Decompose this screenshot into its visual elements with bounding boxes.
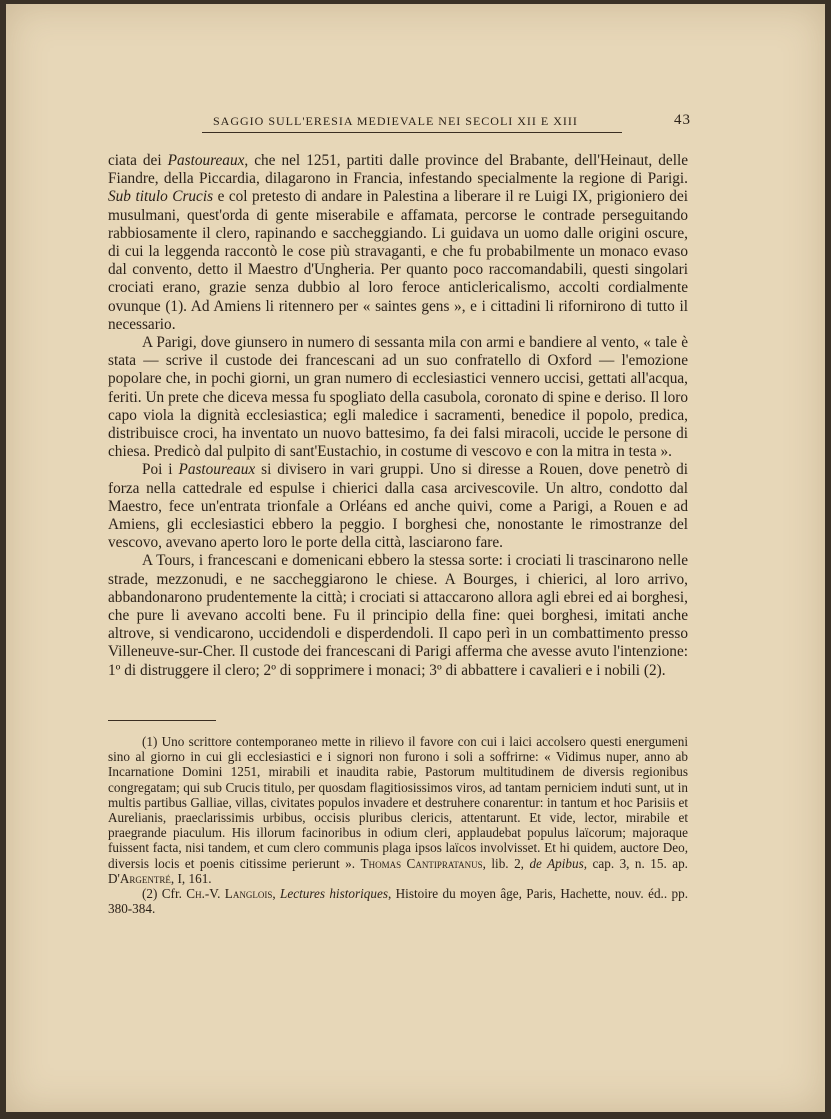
text-run: Poi i: [142, 461, 179, 479]
italic-term: Pastoureaux: [167, 152, 245, 169]
text-run: , che nel 1251, partiti dalle province del Brabante, dell'Heinaut, delle Fiandre, della Piccardia, dilagarono in Francia, infestando specialmente la regione di Parigi.: [108, 152, 688, 188]
text-run: , I, 161.: [170, 870, 212, 886]
text-run: (1) Uno scrittore contemporaneo mette in rilievo il favore con cui i laici accolsero questi energumeni sino al giorno in cui gli ecclesiastici e i signori non furono i soli a soffrirne: « Vidimus nuper, anno ab Incarnatione Domini 1251, mirabili et inaudita rabie, Pastorum multitudinem de diversis regionibus congregatam; qui sub Crucis titulo, per quosdam flagitiosissimos viros, ad tantam perniciem induti sunt, ut in multis partibus Galliae, villas, civitates populos invadere et destruhere conarentur: in tantum et hoc Parisiis et Aurelianis, praeclarissimis urbibus, occisis pluribus clericis, attentarunt. Et vide, lector, mirabile et praegrande piaculum. His illorum facinoribus in odium cleri, applaudebat populus laïcorum; majoraque fuissent facta, nisi tandem, et cum clero communis plaga ipsos laïcos involvisset. Et hi quidem, auctore Deo, diversis locis et poenis citissime perierunt ».: [108, 734, 688, 871]
page-number: 43: [674, 112, 691, 128]
paragraph-1: [108, 152, 688, 334]
paragraph-3: [108, 461, 688, 552]
text-run: si divisero in vari gruppi. Uno si diresse a Rouen, dove penetrò di forza nella cattedrale ed espulse i chierici dalla casa arcivescovile. Un altro, condotto dal Maestro, fece un'entrata trionfale a Orléans ed anche quivi, come a Parigi, a Rouen e ad Amiens, gli ecclesiastici ebbero la peggio. I borghesi che, nonostante le rimostranze del vescovo, avevano aperto loro le porte della città, lasciarono fare.: [108, 461, 688, 552]
author-name: Thomas Cantipratanus: [360, 855, 483, 871]
paragraph-2: A Parigi, dove giunsero in numero di sessanta mila con armi e bandiere al vento, « tale è stata — scrive il custode dei francescani ad un suo confratello di Oxford — l'emozione popolare che, in pochi giorni, un gran numero di ecclesiastici vennero uccisi, gettati all'acqua, feriti. Un prete che diceva messa fu spogliato della casubola, coronato di spine e deriso. Il loro capo viola la dignità ecclesiastica; egli maledice i sacramenti, benedice il popolo, predica, distribuisce croci, ha inventato un nuovo battesimo, fa dei falsi miracoli, uccide le persone di chiesa. Predicò dal pulpito di sant'Eustachio, in costume di vescovo e con la mitra in testa ».: [108, 334, 688, 461]
book-page: [6, 4, 825, 1112]
text-run: e col pretesto di andare in Palestina a liberare il re Luigi IX, prigioniero dei musulmani, quest'orda di gente miserabile e affamata, percorse le contrade perseguitando rabbiosamente il clero, rapinando e saccheggiando. Li guidava un uomo dalle origini oscure, di cui la leggenda raccontò le cose più stravaganti, e che fu probabilmente un monaco evaso dal convento, detto il Maestro d'Ungheria. Per quanto poco raccomandabili, questi singolari crociati erano, grazie senza dubbio al loro feroce anticlericalismo, accolti cordialmente ovunque (1). Ad Amiens li ritennero per « saintes gens », e i cittadini li rifornirono di tutto il necessario.: [108, 188, 688, 333]
running-title: SAGGIO SULL'ERESIA MEDIEVALE NEI SECOLI XII E XIII: [213, 114, 578, 128]
text-run: (2) Cfr.: [142, 886, 187, 902]
italic-title: de Apibus: [529, 855, 584, 871]
header-rule: [202, 132, 622, 133]
paragraph-4: A Tours, i francescani e domenicani ebbero la stessa sorte: i crociati li trascinarono nelle strade, mezzonudi, e ne saccheggiarono le chiese. A Bourges, i chierici, al loro arrivo, abbandonarono prudentemente la città; i crociati si attaccarono allora agli ebrei ed ai borghesi, che pure li avevano accolti bene. Fu il principio della fine: quei borghesi, imitati anche altrove, si vendicarono, uccidendoli e disperdendoli. Il capo perì in un combattimento presso Villeneuve-sur-Cher. Il custode dei francescani di Parigi afferma che avesse avuto l'intenzione: 1º di distruggere il clero; 2º di sopprimere i monaci; 3º di abbattere i cavalieri e i nobili (2).: [108, 552, 688, 679]
footnote-2: [108, 886, 688, 916]
footnote-1: [108, 734, 688, 886]
main-text: [108, 152, 688, 680]
author-name: D'Argentré: [108, 870, 171, 886]
text-run: , cap. 3, n. 15. ap.: [583, 855, 688, 871]
text-run: , Histoire du moyen âge, Paris, Hachette, nouv. éd.. pp. 380-384.: [108, 886, 688, 917]
footnotes: [108, 734, 688, 916]
footnote-rule: [108, 720, 216, 721]
text-run: ciata dei: [108, 152, 168, 169]
italic-term: Sub titulo Crucis: [108, 188, 214, 206]
italic-title: Lectures historiques: [280, 886, 388, 902]
text-run: , lib. 2,: [482, 855, 530, 871]
author-name: Ch.-V. Langlois: [186, 886, 273, 902]
text-run: ,: [272, 886, 281, 902]
italic-term: Pastoureaux: [178, 461, 256, 479]
